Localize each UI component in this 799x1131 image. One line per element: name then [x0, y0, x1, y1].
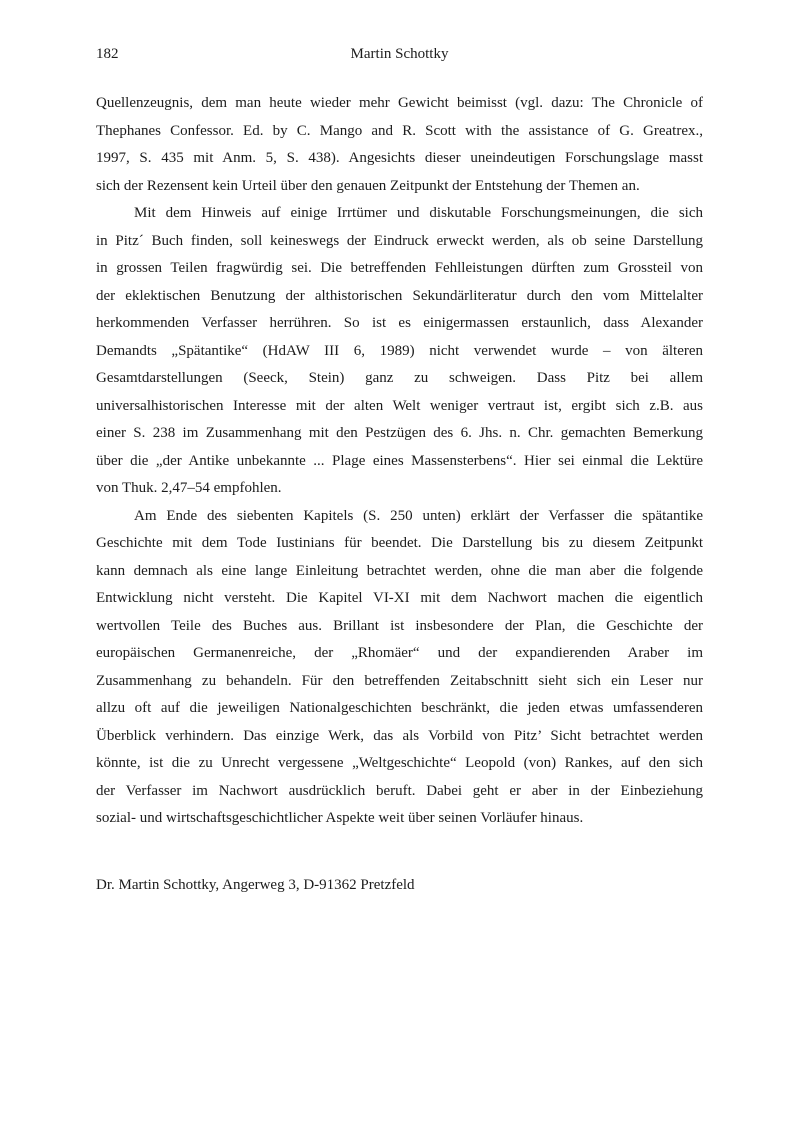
paragraph — [96, 503, 703, 833]
paragraph — [96, 90, 703, 200]
text-line: einer S. 238 im Zusammenhang mit den Pestzügen des 6. Jhs. n. Chr. gemachten Bemerkung — [96, 425, 703, 441]
text-line: Entwicklung nicht versteht. Die Kapitel VI-XI mit dem Nachwort machen die eigentlich — [96, 590, 703, 606]
text-line: von Thuk. 2,47–54 empfohlen. — [96, 480, 282, 496]
text-line: über die „der Antike unbekannte ... Plage eines Massensterbens“. Hier sei einmal die Lektüre — [96, 452, 703, 469]
text-line: könnte, ist die zu Unrecht vergessene „Weltgeschichte“ Leopold (von) Rankes, auf den sich — [96, 755, 703, 771]
body-text — [96, 90, 703, 833]
text-line: sozial- und wirtschaftsgeschichtlicher Aspekte weit über seinen Vorläufer hinaus. — [96, 810, 584, 826]
text-line: Gesamtdarstellungen (Seeck, Stein) ganz zu schweigen. Dass Pitz bei allem — [96, 370, 703, 386]
text-line: europäischen Germanenreiche, der „Rhomäer“ und der expandierenden Araber im — [96, 645, 703, 661]
page-header — [96, 44, 703, 64]
text-line: Mit dem Hinweis auf einige Irrtümer und diskutable Forschungsmeinungen, die sich — [134, 205, 703, 221]
text-line: in grossen Teilen fragwürdig sei. Die betreffenden Fehlleistungen dürften zum Grossteil von — [96, 260, 703, 276]
text-line: Zusammenhang zu behandeln. Für den betreffenden Zeitabschnitt sieht sich ein Leser nur — [96, 672, 703, 689]
text-line: Überblick verhindern. Das einzige Werk, das als Vorbild von Pitz’ Sicht betrachtet werden — [96, 727, 703, 744]
text-line: in Pitz´ Buch finden, soll keineswegs der Eindruck erweckt werden, als ob seine Darstellung — [96, 232, 703, 249]
text-line: allzu oft auf die jeweiligen Nationalgeschichten beschränkt, die jeden etwas umfassenderen — [96, 700, 703, 716]
text-line: wertvollen Teile des Buches aus. Brillant ist insbesondere der Plan, die Geschichte der — [96, 617, 703, 634]
text-line: Thephanes Confessor. Ed. by C. Mango and R. Scott with the assistance of G. Greatrex., — [96, 122, 703, 139]
text-line: Demandts „Spätantike“ (HdAW III 6, 1989) nicht verwendet wurde – von älteren — [96, 342, 703, 359]
text-line: der Verfasser im Nachwort ausdrücklich beruft. Dabei geht er aber in der Einbeziehung — [96, 782, 703, 799]
author-address: Dr. Martin Schottky, Angerweg 3, D-91362 Pretzfeld — [96, 877, 415, 893]
page-number: 182 — [96, 46, 119, 62]
text-line: universalhistorischen Interesse mit der alten Welt weniger vertraut ist, ergibt sich z.B. aus — [96, 397, 703, 414]
text-line: 1997, S. 435 mit Anm. 5, S. 438). Angesichts dieser uneindeutigen Forschungslage masst — [96, 150, 703, 166]
text-line: sich der Rezensent kein Urteil über den genauen Zeitpunkt der Entstehung der Themen an. — [96, 177, 640, 194]
text-line: der eklektischen Benutzung der althistorischen Sekundärliteratur durch den vom Mittelalter — [96, 287, 703, 304]
text-line: Am Ende des siebenten Kapitels (S. 250 unten) erklärt der Verfasser die spätantike — [134, 507, 703, 524]
paragraph — [96, 200, 703, 503]
text-line: Quellenzeugnis, dem man heute wieder mehr Gewicht beimisst (vgl. dazu: The Chronicle of — [96, 95, 703, 111]
text-line: Geschichte mit dem Tode Iustinians für beendet. Die Darstellung bis zu diesem Zeitpunkt — [96, 535, 703, 551]
text-line: kann demnach als eine lange Einleitung betrachtet werden, ohne die man aber die folgende — [96, 562, 703, 579]
text-line: herkommenden Verfasser herrühren. So ist es einigermassen erstaunlich, dass Alexander — [96, 315, 703, 331]
running-head: Martin Schottky — [350, 46, 449, 62]
